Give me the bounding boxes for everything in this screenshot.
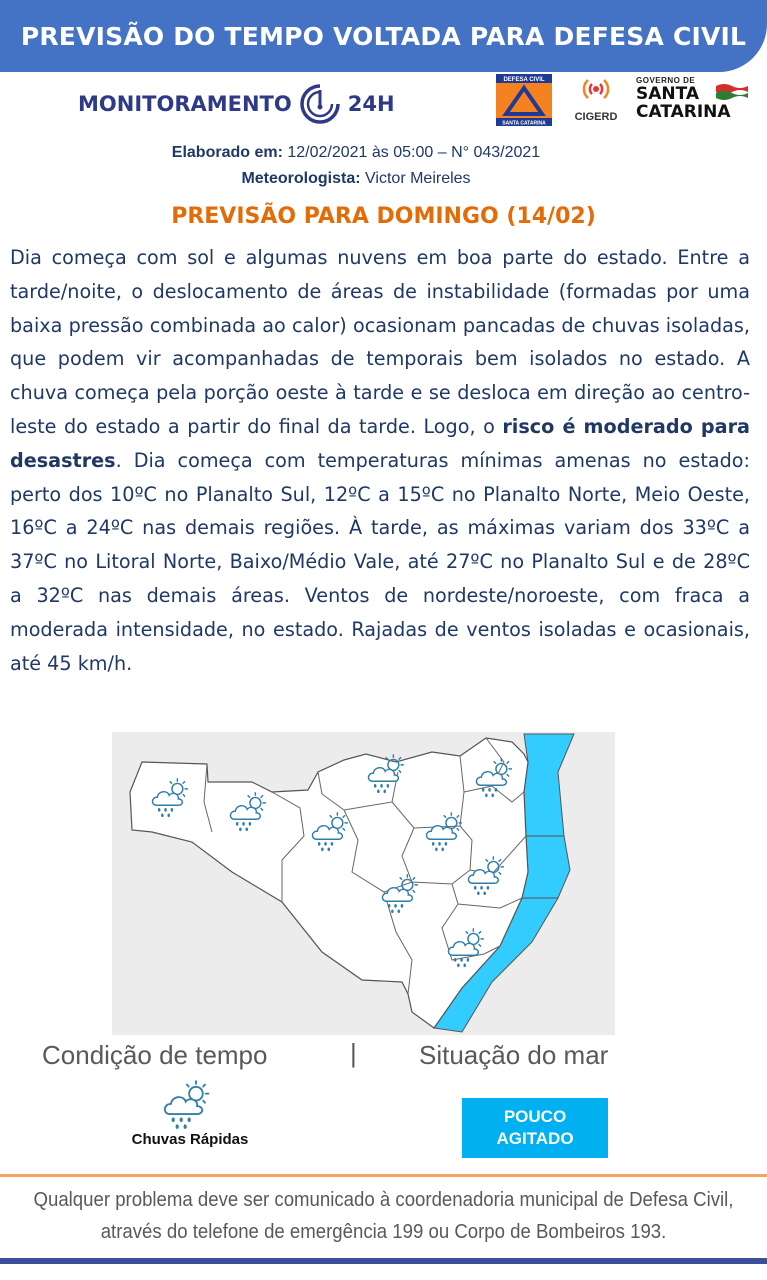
sea-status-line1: POUCO — [503, 1107, 567, 1126]
elaborado-label: Elaborado em: — [171, 144, 283, 161]
forecast-text-part1: Dia começa com sol e algumas nuvens em boa parte do estado. Entre a tarde/noite, o deslocamento de áreas de instabilidade (formadas por uma baixa pressão combinada ao calor) ocasionam pancadas de chuvas isoladas, que podem vir acompanhadas de temporais bem isolados no estado. A chuva começa pela porção oeste à tarde e se desloca em direção ao centro-leste do estado a partir do final da tarde. Logo, o — [10, 246, 750, 438]
santa-text: SANTA — [636, 84, 700, 104]
sea-area-center — [522, 836, 570, 898]
report-meta — [0, 140, 712, 192]
defesa-civil-logo-sub: SANTA CATARINA — [502, 120, 546, 126]
defesa-civil-logo-text: DEFESA CIVIL — [503, 77, 545, 83]
sea-status-badge — [462, 1098, 608, 1158]
logos-row — [0, 72, 767, 134]
legend-separator: | — [350, 1038, 357, 1068]
forecast-text-part2: . Dia começa com temperaturas mínimas amenas no estado: perto dos 10ºC no Planalto Sul, 12ºC a 15ºC no Planalto Norte, Meio Oeste, 16ºC a 24ºC nas demais regiões. À tarde, as máximas variam dos 33ºC a 37ºC no Litoral Norte, Baixo/Médio Vale, até 27ºC no Planalto Sul e de 28ºC a 32ºC nas demais áreas. Ventos de nordeste/noroeste, com fraca a moderada intensidade, no estado. Rajadas de ventos isoladas e ocasionais, até 45 km/h. — [10, 448, 750, 675]
flag-icon — [716, 82, 748, 100]
sea-area-north — [524, 734, 574, 836]
forecast-text — [10, 241, 750, 680]
monitoramento-text: MONITORAMENTO — [78, 92, 292, 116]
santa-catarina-map — [112, 732, 615, 1035]
risk-highlight: risco é moderado para desastres — [10, 414, 750, 472]
sea-status-line2: AGITADO — [496, 1129, 574, 1148]
meteorologista-value: Victor Meireles — [365, 170, 471, 187]
meteorologista-label: Meteorologista: — [241, 170, 361, 187]
forecast-map — [112, 732, 615, 1035]
bottom-bar — [0, 1258, 767, 1264]
cigerd-text: CIGERD — [574, 111, 618, 123]
defesa-civil-logo — [496, 74, 552, 126]
governo-text: GOVERNO DE — [636, 76, 696, 85]
page-title: PREVISÃO DO TEMPO VOLTADA PARA DEFESA CIVIL — [20, 21, 747, 51]
clock-ring-icon — [298, 82, 342, 126]
monitoramento-24h: 24H — [347, 92, 395, 116]
catarina-text: CATARINA — [636, 102, 731, 122]
footer-line1: Qualquer problema deve ser comunicado à coordenadoria municipal de Defesa Civil, — [33, 1189, 734, 1211]
footer-line2: através do telefone de emergência 199 ou Corpo de Bombeiros 193. — [100, 1221, 667, 1243]
rain-cloud-sun-icon — [158, 1080, 218, 1130]
elaborado-value: 12/02/2021 às 05:00 – N° 043/2021 — [287, 144, 541, 161]
monitoramento-logo — [78, 82, 395, 126]
santa-catarina-logo — [636, 76, 754, 126]
footer-divider — [0, 1174, 767, 1177]
legend-labels — [0, 1038, 767, 1078]
condition-label: Condição de tempo — [42, 1040, 268, 1070]
footer-notice — [0, 1184, 767, 1248]
forecast-title: PREVISÃO PARA DOMINGO (14/02) — [171, 204, 596, 229]
signal-waves-icon — [576, 74, 616, 104]
condition-value: Chuvas Rápidas — [131, 1131, 249, 1148]
cigerd-logo — [566, 74, 626, 126]
sea-label: Situação do mar — [419, 1040, 609, 1070]
top-banner — [0, 0, 767, 72]
